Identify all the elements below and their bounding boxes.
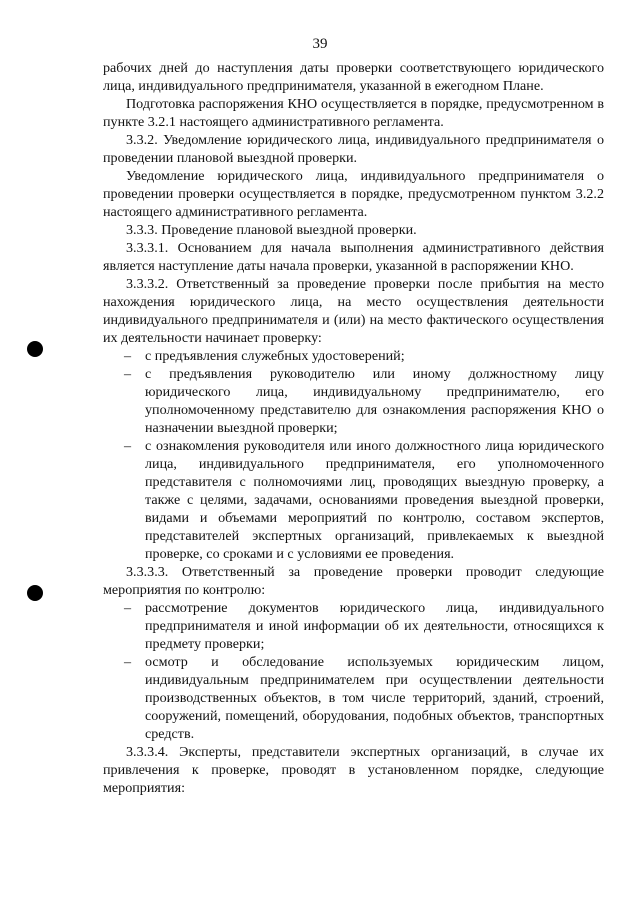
paragraph: 3.3.3.1. Основанием для начала выполнения административного действия является наступление даты начала проверки, указанной в распоряжении КНО.: [103, 240, 604, 274]
list-item: [103, 599, 604, 653]
paragraph: 3.3.3.4. Эксперты, представители экспертных организаций, в случае их привлечения к проверке, проводят в установленном порядке, следующие мероприятия:: [103, 744, 604, 796]
paragraph: Подготовка распоряжения КНО осуществляется в порядке, предусмотренном в пункте 3.2.1 настоящего административного регламента.: [103, 96, 604, 130]
paragraph: Уведомление юридического лица, индивидуального предпринимателя о проведении проверки осуществляется в порядке, предусмотренном пунктом 3.2.2 настоящего административного регламента.: [103, 168, 604, 220]
section-heading: 3.3.2. Уведомление юридического лица, индивидуального предпринимателя о проведении плановой выездной проверки.: [103, 132, 604, 166]
list-item-text: осмотр и обследование используемых юридическим лицом, индивидуальным предпринимателем при осуществлении деятельности производственных объектов, в том числе территорий, зданий, строений, сооружений, помещений, оборудования, подобных объектов, транспортных средств.: [145, 654, 604, 742]
list-item: [103, 347, 604, 365]
paragraph: 3.3.3.2. Ответственный за проведение проверки после прибытия на место нахождения юридического лица, на место осуществления деятельности индивидуального предпринимателя и (или) на место фактического осуществления их деятельности начинает проверку:: [103, 276, 604, 346]
dash-bullet: –: [124, 600, 132, 616]
paragraph: 3.3.3.3. Ответственный за проведение проверки проводит следующие мероприятия по контролю:: [103, 564, 604, 598]
list-item: [103, 653, 604, 743]
control-measures-list: [103, 599, 604, 743]
list-item: [103, 437, 604, 563]
list-item-text: с ознакомления руководителя или иного должностного лица юридического лица, индивидуального предпринимателя, его уполномоченного представителя с полномочиями лиц, проводящих выездную проверку, а также с целями, задачами, основаниями проведения выездной проверки, видами и объемами мероприятий по контролю, составом экспертов, представителей экспертных организаций, привлекаемых к выездной проверке, со сроками и с условиями ее проведения.: [145, 438, 604, 562]
dash-bullet: –: [124, 438, 132, 454]
list-item-text: с предъявления служебных удостоверений;: [145, 348, 405, 364]
punch-hole-mark: [27, 585, 43, 601]
section-heading: 3.3.3. Проведение плановой выездной проверки.: [126, 222, 417, 238]
dash-bullet: –: [124, 654, 132, 670]
dash-bullet: –: [124, 348, 132, 364]
dash-bullet: –: [124, 366, 132, 382]
list-item-text: рассмотрение документов юридического лица, индивидуального предпринимателя и иной информации об их деятельности, относящихся к предмету проверки;: [145, 600, 604, 652]
list-item: [103, 365, 604, 437]
page-number: 39: [312, 36, 328, 52]
paragraph: рабочих дней до наступления даты проверки соответствующего юридического лица, индивидуального предпринимателя, указанной в ежегодном Плане.: [103, 60, 604, 94]
list-item-text: с предъявления руководителю или иному должностному лицу юридического лица, индивидуальному предпринимателю, его уполномоченному представителю для ознакомления распоряжения КНО о назначении выездной проверки;: [145, 366, 604, 436]
document-body: [103, 59, 604, 797]
inspection-start-list: [103, 347, 604, 563]
punch-hole-mark: [27, 341, 43, 357]
